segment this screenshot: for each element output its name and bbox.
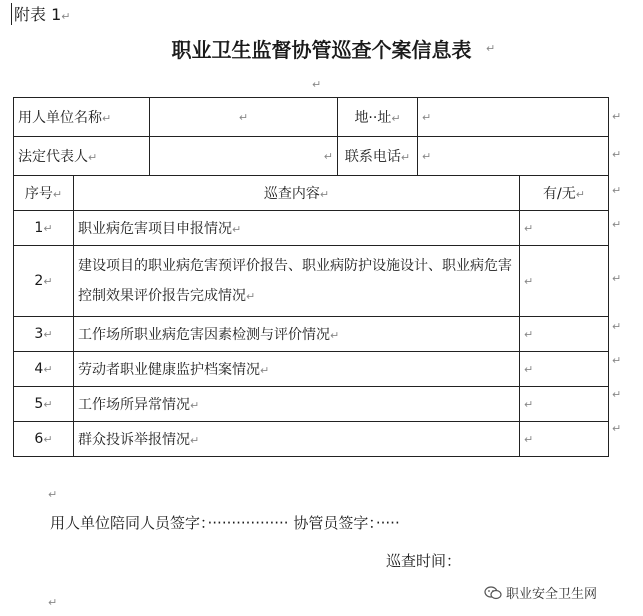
escort-signature-field[interactable]: ················· [207, 514, 289, 532]
item-content: 工作场所职业病危害因素检测与评价情况↵ [74, 317, 520, 352]
item-seq: 5↵ [14, 387, 74, 422]
table-row [14, 317, 609, 352]
table-row [14, 246, 609, 317]
legal-rep-value[interactable]: ↵ [150, 137, 338, 176]
item-seq: 1↵ [14, 211, 74, 246]
watermark-text: 职业安全卫生网 [506, 587, 598, 602]
item-yesno[interactable]: ↵ [520, 246, 609, 317]
column-header-row [14, 176, 609, 211]
row-end-mark: ↵ [612, 148, 622, 161]
row-end-mark: ↵ [612, 218, 622, 231]
item-yesno[interactable]: ↵ [520, 352, 609, 387]
paragraph-mark: ↵ [48, 488, 58, 501]
item-seq: 6↵ [14, 422, 74, 457]
item-yesno[interactable]: ↵ [520, 317, 609, 352]
employer-name-label: 用人单位名称↵ [14, 98, 150, 137]
inspection-form-table [13, 97, 609, 457]
phone-value[interactable]: ↵ [418, 137, 609, 176]
signature-line [50, 512, 400, 533]
address-value[interactable]: ↵ [418, 98, 609, 137]
item-content: 工作场所异常情况↵ [74, 387, 520, 422]
table-row [14, 387, 609, 422]
item-content: 建设项目的职业病危害预评价报告、职业病防护设施设计、职业病危害控制效果评价报告完成情况↵ [74, 246, 520, 317]
legal-rep-label: 法定代表人↵ [14, 137, 150, 176]
text-cursor [11, 3, 12, 25]
item-content: 职业病危害项目申报情况↵ [74, 211, 520, 246]
item-seq: 3↵ [14, 317, 74, 352]
row-end-mark: ↵ [612, 272, 622, 285]
item-content: 群众投诉举报情况↵ [74, 422, 520, 457]
employer-row [14, 98, 609, 137]
inspection-time-line [386, 550, 461, 571]
row-end-mark: ↵ [612, 320, 622, 333]
phone-label: 联系电话↵ [338, 137, 418, 176]
row-end-mark: ↵ [612, 184, 622, 197]
col-header-yesno: 有/无↵ [520, 176, 609, 211]
row-end-mark: ↵ [612, 354, 622, 367]
item-seq: 2↵ [14, 246, 74, 317]
inspection-time-label: 巡查时间： [386, 552, 462, 570]
page-title: 职业卫生监督协管巡查个案信息表 [171, 38, 472, 62]
employer-name-value[interactable]: ↵ [150, 98, 338, 137]
paragraph-mark: ↵ [48, 596, 58, 609]
col-header-content: 巡查内容↵ [74, 176, 520, 211]
address-label: 地··址↵ [338, 98, 418, 137]
paragraph-mark: ↵ [486, 42, 496, 55]
item-content: 劳动者职业健康监护档案情况↵ [74, 352, 520, 387]
item-yesno[interactable]: ↵ [520, 387, 609, 422]
row-end-mark: ↵ [612, 422, 622, 435]
table-row [14, 211, 609, 246]
wechat-icon [484, 586, 502, 600]
row-end-mark: ↵ [612, 388, 622, 401]
item-yesno[interactable]: ↵ [520, 422, 609, 457]
watermark [484, 583, 597, 602]
item-yesno[interactable]: ↵ [520, 211, 609, 246]
legal-rep-row [14, 137, 609, 176]
col-header-seq: 序号↵ [14, 176, 74, 211]
table-row [14, 352, 609, 387]
assistant-signature-field[interactable]: ····· [375, 514, 400, 532]
table-row [14, 422, 609, 457]
employer-escort-signature-label: 用人单位陪同人员签字： [50, 514, 208, 532]
appendix-label: 附表 1↵ [14, 5, 71, 24]
row-end-mark: ↵ [612, 110, 622, 123]
assistant-signature-label: 协管员签字： [293, 514, 376, 532]
paragraph-mark: ↵ [312, 78, 322, 91]
item-seq: 4↵ [14, 352, 74, 387]
